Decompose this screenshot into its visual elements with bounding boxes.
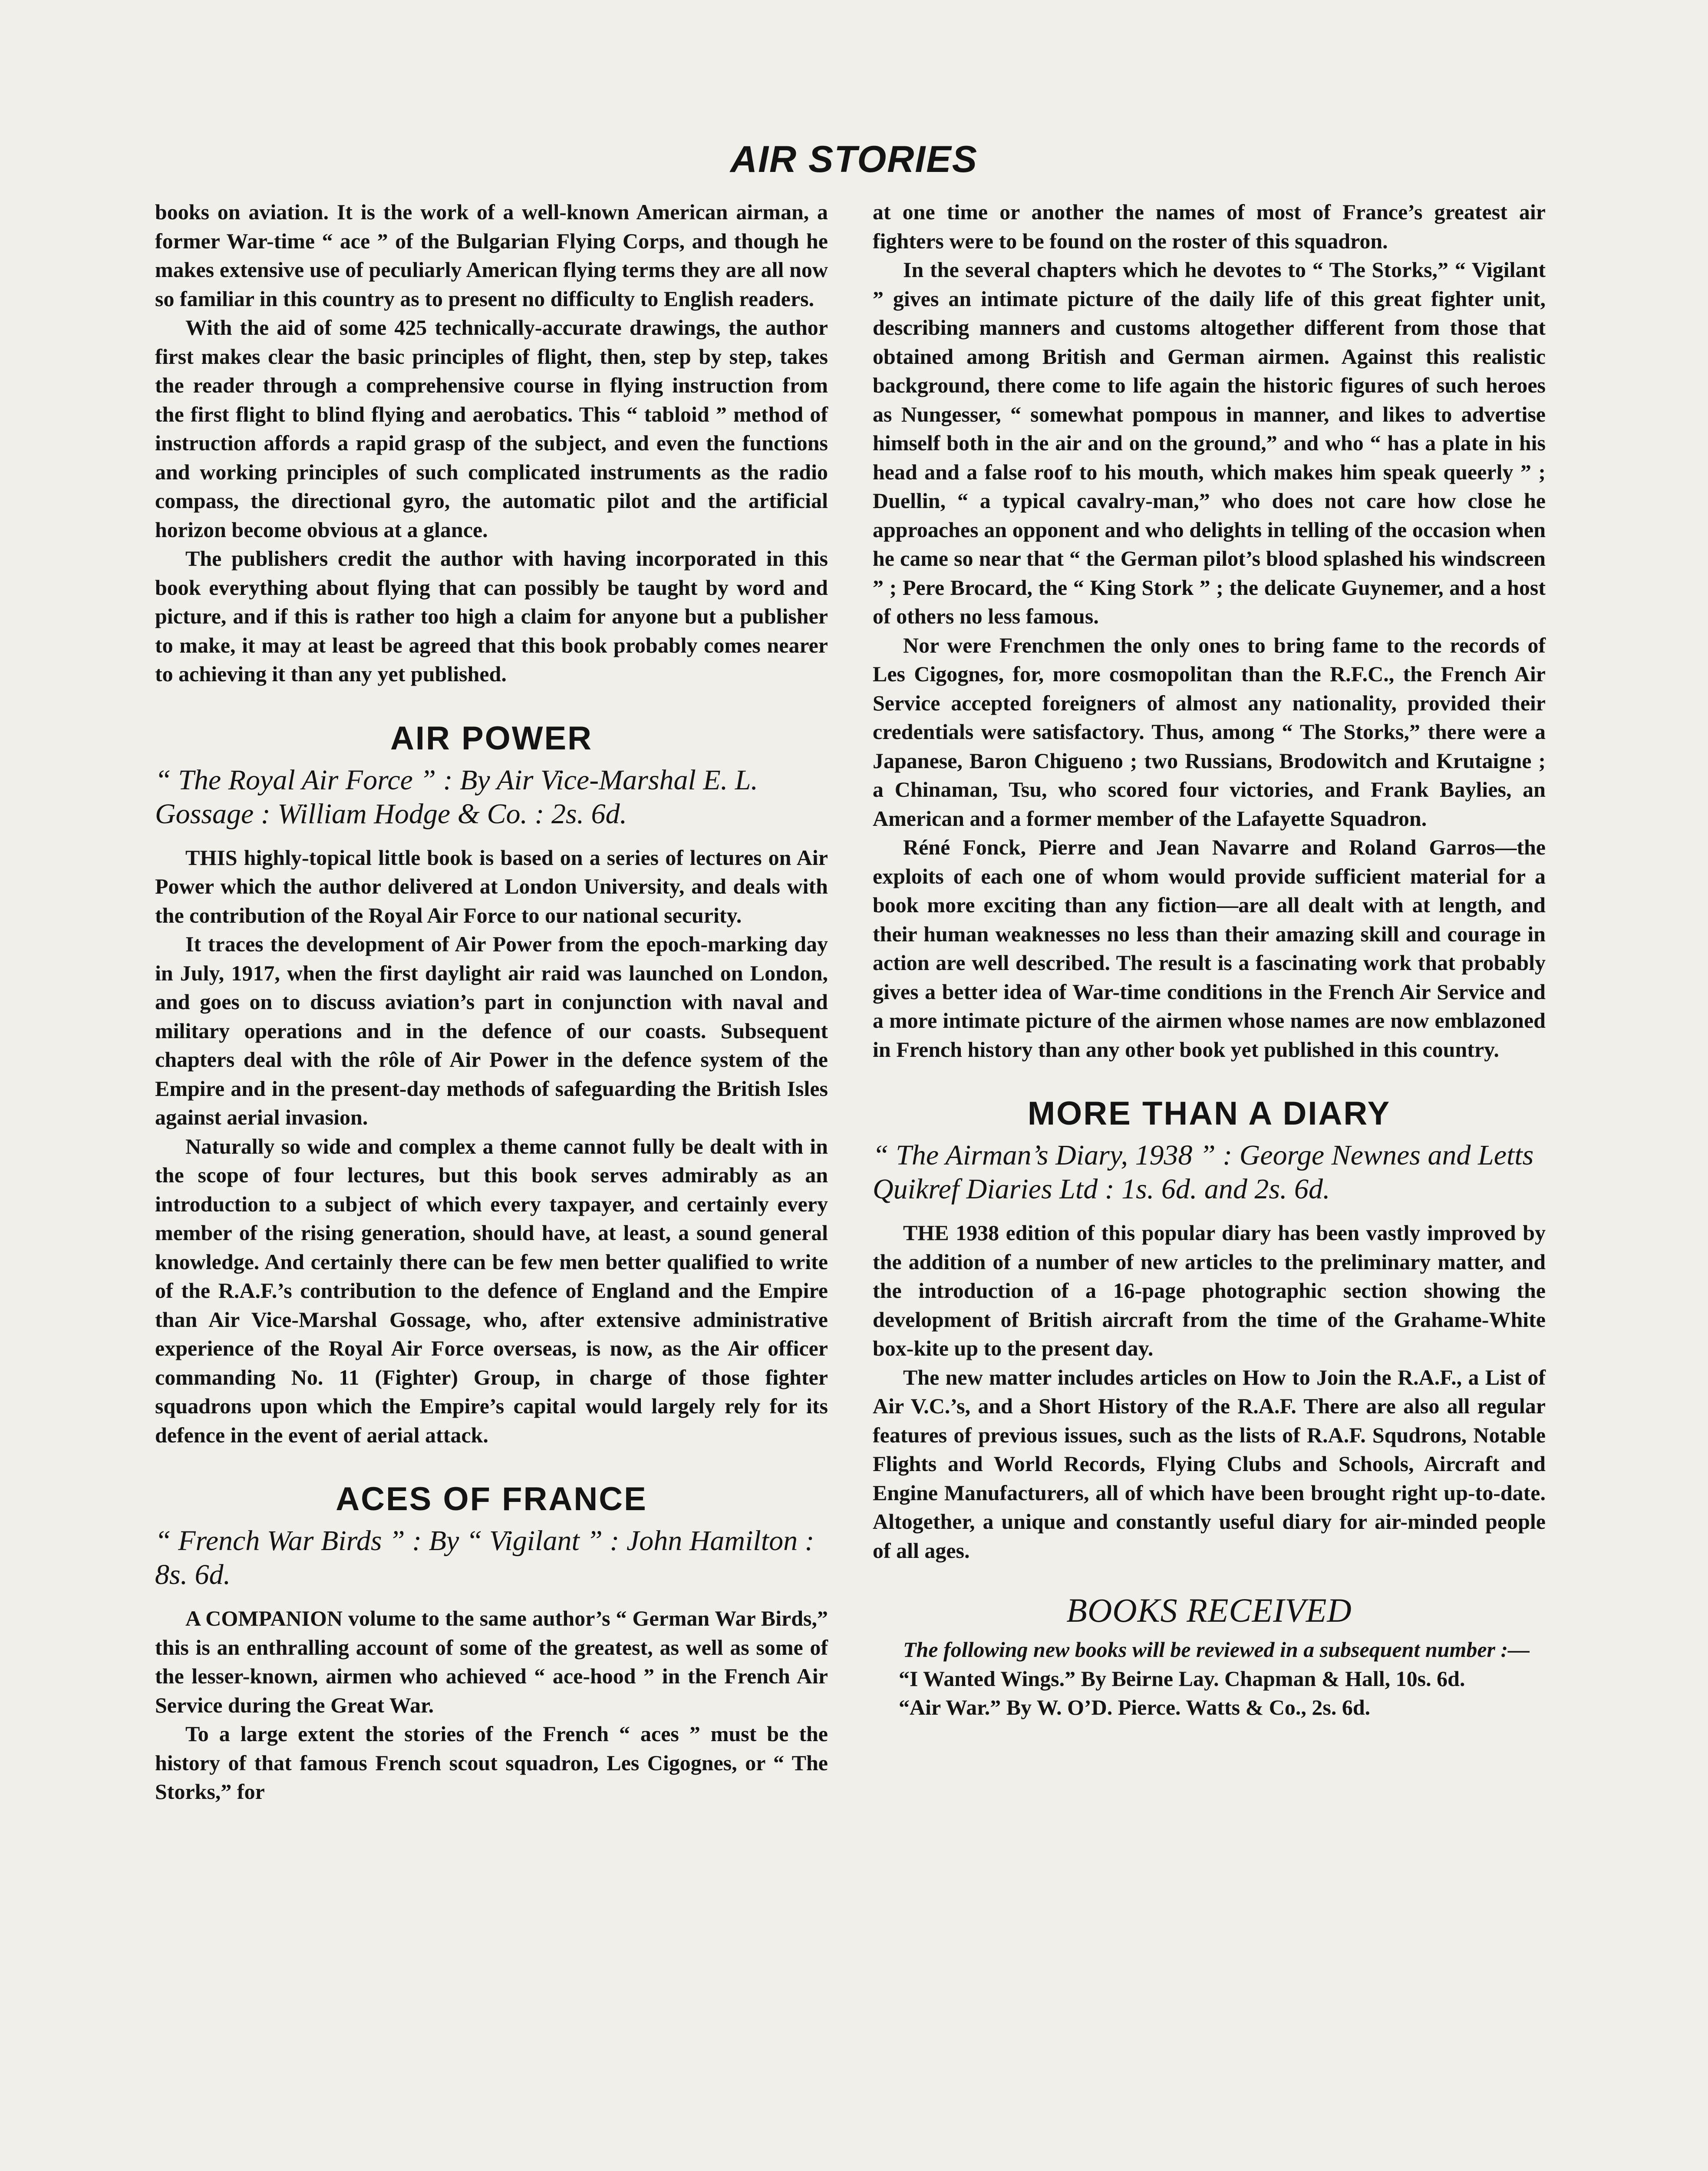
diary-biblio: “ The Airman’s Diary, 1938 ” : George Newnes and Letts Quikref Diaries Ltd : 1s. 6d. and 2s. 6d. xyxy=(873,1139,1534,1205)
intro-paragraph-3: The publishers credit the author with having incorporated in this book everything about flying that can possibly be taught by word and picture, and if this is rather too high a claim for anyone but a publisher to make, it may at least be agreed that this book probably comes nearer to achieving it than any yet published. xyxy=(155,546,828,686)
diary-paragraph-2: The new matter includes articles on How to Join the R.A.F., a List of Air V.C.’s, and a Short History of the R.A.F. There are also all regular features of previous issues, such as the lists of R.A.F. Squdrons, Notable Flights and World Records, Flying Clubs and Schools, Aircraft and Engine Manufacturers, all of which have been brought right up-to-date. Altogether, a unique and constantly useful diary for air-minded people of all ages. xyxy=(873,1365,1546,1563)
more-than-a-diary-heading: MORE THAN A DIARY xyxy=(1027,1095,1391,1132)
left-column xyxy=(155,198,828,1806)
aces-paragraph-1: A COMPANION volume to the same author’s “ German War Birds,” this is an enthralling account of some of the greatest, as well as some of the lesser-known, airmen who achieved “ ace-hood ” in the French Air Service during the Great War. xyxy=(155,1606,828,1717)
books-received-intro: The following new books will be reviewed in a subsequent number :— xyxy=(903,1637,1530,1662)
aces-of-france-biblio: “ French War Birds ” : By “ Vigilant ” : John Hamilton : 8s. 6d. xyxy=(155,1525,814,1590)
air-power-biblio: “ The Royal Air Force ” : By Air Vice-Marshal E. L. Gossage : William Hodge & Co. : 2s. 6d. xyxy=(155,764,758,830)
intro-paragraph-2: With the aid of some 425 technically-accurate drawings, the author first makes clear the basic principles of flight, then, step by step, takes the reader through a comprehensive course in flying instruction from the first flight to blind flying and aerobatics. This “ tabloid ” method of instruction affords a rapid grasp of the subject, and even the functions and working principles of such complicated instruments as the radio compass, the directional gyro, the automatic pilot and the artificial horizon become obvious at a glance. xyxy=(155,315,828,542)
air-power-paragraph-2: It traces the development of Air Power from the epoch-marking day in July, 1917, when the first daylight air raid was launched on London, and goes on to discuss aviation’s part in conjunction with naval and military operations and in the defence of our coasts. Subsequent chapters deal with the rôle of Air Power in the defence system of the Empire and in the present-day methods of safeguarding the British Isles against aerial invasion. xyxy=(155,932,828,1129)
aces-of-france-heading: ACES OF FRANCE xyxy=(336,1481,647,1518)
intro-paragraph-1: books on aviation. It is the work of a well-known American airman, a former War-time “ ace ” of the Bulgarian Flying Corps, and though he makes extensive use of peculiarly American flying terms they are all now so familiar in this country as to present no difficulty to English readers. xyxy=(155,200,828,311)
books-received-heading: BOOKS RECEIVED xyxy=(1066,1591,1352,1629)
air-power-heading: AIR POWER xyxy=(390,719,593,757)
aces-continued-paragraph-1: at one time or another the names of most of France’s greatest air fighters were to be found on the roster of this squadron. xyxy=(873,200,1546,253)
books-received-entry-2: “Air War.” By W. O’D. Pierce. Watts & Co., 2s. 6d. xyxy=(899,1695,1371,1719)
aces-continued-paragraph-3: Nor were Frenchmen the only ones to bring fame to the records of Les Cigognes, for, more cosmopolitan than the R.F.C., the French Air Service accepted foreigners of almost any nationality, provided their credentials were satisfactory. Thus, among “ The Storks,” there were a Japanese, Baron Chigueno ; two Russians, Brodowitch and Krutaigne ; a Chinaman, Tsu, who scored four victories, and Frank Baylies, an American and a former member of the Lafayette Squadron. xyxy=(873,633,1546,831)
aces-continued-paragraph-2: In the several chapters which he devotes to “ The Storks,” “ Vigilant ” gives an intimate picture of the daily life of this great fighter unit, describing manners and customs altogether different from those that obtained among British and German airmen. Against this realistic background, there come to life again the historic figures of such heroes as Nungesser, “ somewhat pompous in manner, and likes to advertise himself both in the air and on the ground,” and who “ has a plate in his head and a false roof to his mouth, which makes him speak queerly ” ; Duellin, “ a typical cavalry-man,” who does not care how close he approaches an opponent and who delights in telling of the occasion when he came so near that “ the German pilot’s blood splashed his windscreen ” ; Pere Brocard, the “ King Stork ” ; the delicate Guynemer, and a host of others no less famous. xyxy=(873,257,1546,628)
right-column xyxy=(873,198,1546,1722)
aces-paragraph-2: To a large extent the stories of the French “ aces ” must be the history of that famous French scout squadron, Les Cigognes, or “ The Storks,” for xyxy=(155,1722,828,1804)
diary-paragraph-1: THE 1938 edition of this popular diary has been vastly improved by the addition of a number of new articles to the preliminary matter, and the introduction of a 16-page photographic section showing the development of British aircraft from the time of the Grahame-White box-kite up to the present day. xyxy=(873,1221,1546,1360)
running-head: AIR STORIES xyxy=(730,139,978,180)
air-power-paragraph-1: THIS highly-topical little book is based on a series of lectures on Air Power which the author delivered at London University, and deals with the contribution of the Royal Air Force to our national security. xyxy=(155,845,828,927)
air-power-paragraph-3: Naturally so wide and complex a theme cannot fully be dealt with in the scope of four lectures, but this book serves admirably as an introduction to a subject of which every taxpayer, and certainly every member of the rising generation, should have, at least, a sound general knowledge. And certainly there can be few men better qualified to write of the R.A.F.’s contribution to the defence of England and the Empire than Air Vice-Marshal Gossage, who, after extensive administrative experience of the Royal Air Force overseas, is now, as the Air officer commanding No. 11 (Fighter) Group, in charge of those fighter squadrons upon which the Empire’s capital would largely rely for its defence in the event of aerial attack. xyxy=(155,1134,828,1447)
aces-continued-paragraph-4: Réné Fonck, Pierre and Jean Navarre and Roland Garros—the exploits of each one of whom would provide sufficient material for a book more exciting than any fiction—are all dealt with at length, and their human weaknesses no less than their amazing skill and courage in action are well described. The result is a fascinating work that probably gives a better idea of War-time conditions in the French Air Service and a more intimate picture of the airmen whose names are now emblazoned in French history than any other book yet published in this country. xyxy=(873,835,1546,1062)
books-received-entry-1: “I Wanted Wings.” By Beirne Lay. Chapman & Hall, 10s. 6d. xyxy=(899,1666,1465,1691)
